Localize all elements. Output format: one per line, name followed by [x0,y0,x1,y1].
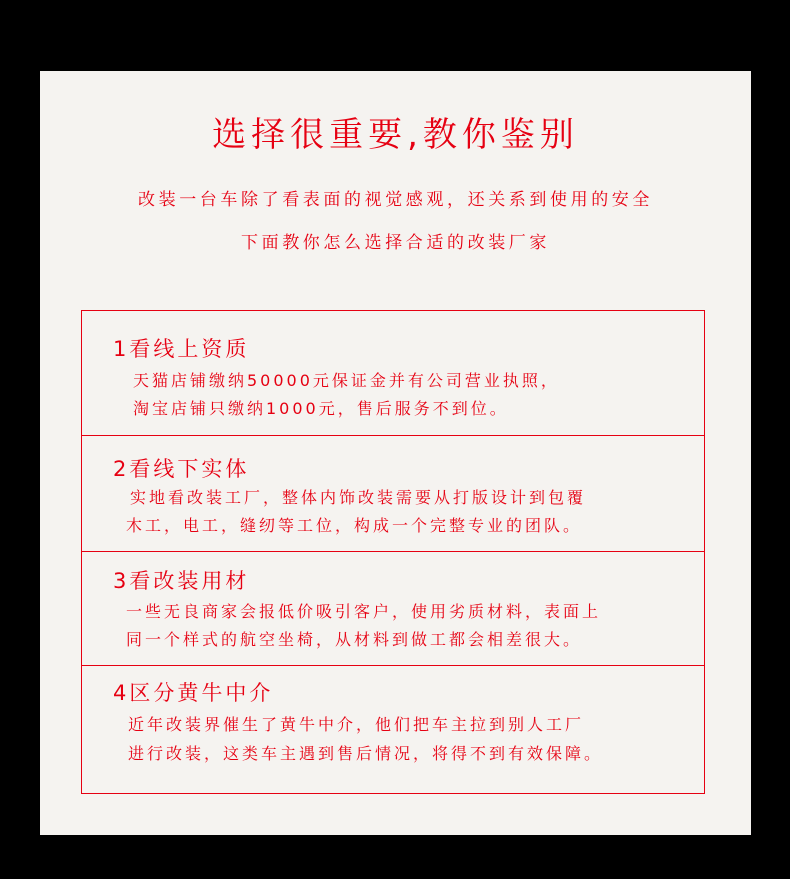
tip-4-line-1: 近年改装界催生了黄牛中介，他们把车主拉到别人工厂 [128,715,585,734]
tip-title-1: 1看线上资质 [113,337,250,361]
tip-1-line-2: 淘宝店铺只缴纳1000元，售后服务不到位。 [133,399,509,418]
tip-section-2 [82,435,704,551]
tip-title-3: 3看改装用材 [113,569,250,593]
tip-section-1 [82,311,704,435]
tip-section-3 [82,551,704,665]
tip-2-line-2: 木工，电工，缝纫等工位，构成一个完整专业的团队。 [126,516,583,535]
tip-3-line-1: 一些无良商家会报低价吸引客户，使用劣质材料，表面上 [126,602,602,621]
tip-title-2: 2看线下实体 [113,457,250,481]
page-title: 选择很重要,教你鉴别 [212,115,579,155]
tips-box [81,310,705,794]
tip-4-line-2: 进行改装，这类车主遇到售后情况，将得不到有效保障。 [128,744,604,763]
tip-section-4 [82,665,704,793]
tip-3-line-2: 同一个样式的航空坐椅，从材料到做工都会相差很大。 [126,630,583,649]
intro-line-2: 下面教你怎么选择合适的改装厂家 [241,233,550,253]
tip-title-4: 4区分黄牛中介 [113,681,274,705]
tip-1-line-1: 天猫店铺缴纳50000元保证金并有公司营业执照， [133,371,560,390]
intro-line-1: 改装一台车除了看表面的视觉感观，还关系到使用的安全 [138,190,653,210]
content-card [40,71,751,835]
tip-2-line-1: 实地看改装工厂，整体内饰改装需要从打版设计到包覆 [130,488,587,507]
